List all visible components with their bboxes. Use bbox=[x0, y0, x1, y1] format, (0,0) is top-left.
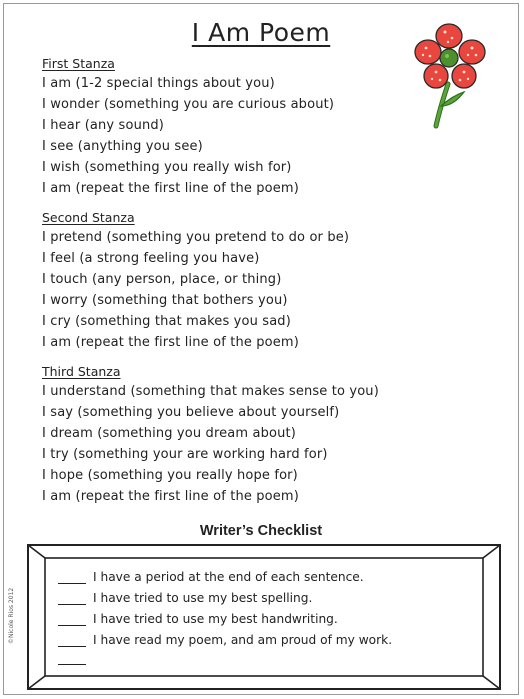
checklist-title: Writer’s Checklist bbox=[199, 523, 323, 539]
checklist-item: I have a period at the end of each sentence. bbox=[93, 570, 364, 584]
stanza-1-line: I see (anything you see) bbox=[42, 139, 203, 154]
page-title: I Am Poem bbox=[191, 18, 331, 47]
checklist-blank bbox=[58, 604, 86, 605]
stanza-3-line: I am (repeat the first line of the poem) bbox=[42, 489, 299, 504]
flower-icon bbox=[414, 22, 486, 130]
stanza-3-heading: Third Stanza bbox=[42, 364, 121, 379]
stanza-2-line: I pretend (something you pretend to do or be) bbox=[42, 230, 350, 245]
stanza-2-line: I worry (something that bothers you) bbox=[42, 293, 288, 308]
copyright-text: ©Nicole Rios 2012 bbox=[8, 587, 15, 644]
checklist-blank bbox=[58, 664, 86, 665]
stanza-3-line: I dream (something you dream about) bbox=[42, 426, 296, 441]
stanza-1-line: I am (repeat the first line of the poem) bbox=[42, 181, 299, 196]
checklist-item: I have tried to use my best handwriting. bbox=[93, 612, 338, 626]
stanza-1-line: I wish (something you really wish for) bbox=[42, 160, 292, 175]
stanza-3-line: I try (something your are working hard for) bbox=[42, 447, 328, 462]
stanza-1-line: I wonder (something you are curious about) bbox=[42, 97, 335, 112]
stanza-1-heading: First Stanza bbox=[42, 56, 115, 71]
checklist-item: I have tried to use my best spelling. bbox=[93, 591, 313, 605]
checklist-blank bbox=[58, 583, 86, 584]
stanza-2-line: I feel (a strong feeling you have) bbox=[42, 251, 260, 266]
stanza-3-line: I understand (something that makes sense to you) bbox=[42, 384, 379, 399]
stanza-2-heading: Second Stanza bbox=[42, 210, 135, 225]
stanza-1-line: I hear (any sound) bbox=[42, 118, 164, 133]
stanza-2-line: I cry (something that makes you sad) bbox=[42, 314, 291, 329]
checklist-blank bbox=[58, 646, 86, 647]
stanza-3-line: I say (something you believe about yourself) bbox=[42, 405, 340, 420]
checklist-item: I have read my poem, and am proud of my work. bbox=[93, 633, 393, 647]
stanza-3-line: I hope (something you really hope for) bbox=[42, 468, 298, 483]
stanza-1-line: I am (1-2 special things about you) bbox=[42, 76, 275, 91]
stanza-2-line: I am (repeat the first line of the poem) bbox=[42, 335, 299, 350]
worksheet-page bbox=[3, 3, 519, 695]
stanza-2-line: I touch (any person, place, or thing) bbox=[42, 272, 282, 287]
checklist-blank bbox=[58, 625, 86, 626]
